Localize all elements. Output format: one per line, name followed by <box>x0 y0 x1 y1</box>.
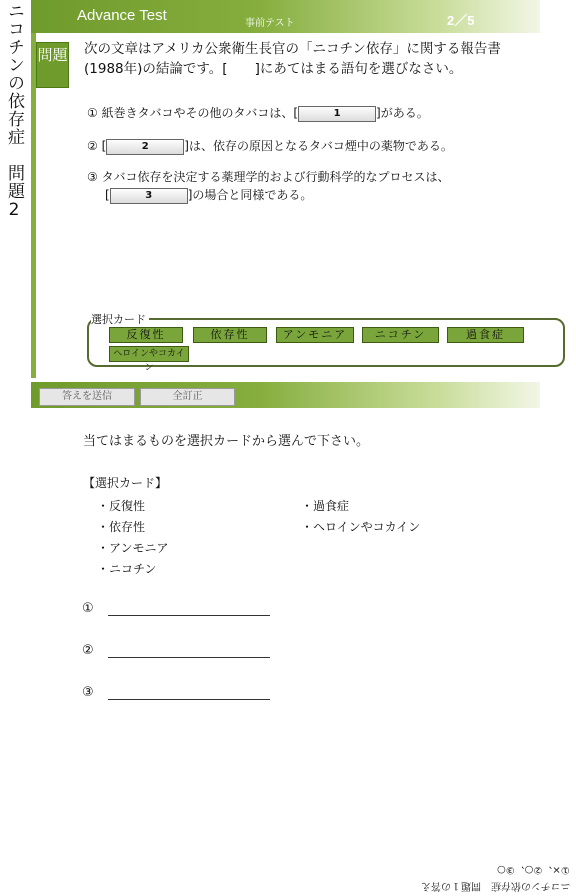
option-item: ・ニコチン <box>97 562 157 576</box>
answer-blank-3[interactable]: 3 <box>110 188 188 204</box>
correct-all-button[interactable]: 全訂正 <box>140 388 235 406</box>
answer-number-2: ② <box>82 643 94 658</box>
quiz-slide <box>31 0 540 410</box>
card-ammonia[interactable]: アンモニア <box>276 327 354 343</box>
card-repetitive[interactable]: 反復性 <box>109 327 183 343</box>
cards-label: 選択カード <box>91 311 149 327</box>
statement-1 <box>87 104 429 122</box>
footer-answer-marks: ①×、②○、③○ <box>497 864 570 875</box>
option-item: ・過食症 <box>301 499 350 513</box>
answer-line-2 <box>108 656 270 658</box>
statement-text: ]の場合と同様である。 <box>187 188 313 202</box>
statement-text: ]は、依存の原因となるタバコ煙中の薬物である。 <box>184 139 453 153</box>
statement-text: [ <box>105 188 110 202</box>
answer-number-3: ③ <box>82 685 94 700</box>
option-item: ・アンモニア <box>97 541 169 555</box>
answer-blank-1[interactable]: 1 <box>298 106 376 122</box>
test-subtitle: 事前テスト <box>245 18 295 29</box>
answer-number-1: ① <box>82 601 94 616</box>
statement-text: タバコ依存を決定する薬理学的および行動科学的なプロセスは、 <box>101 170 450 184</box>
side-title: ニコチンの依存症 問題2 <box>4 2 24 221</box>
option-item: ・依存性 <box>97 520 146 534</box>
option-item: ・反復性 <box>97 499 146 513</box>
answer-line-1 <box>108 614 270 616</box>
question-text: 次の文章はアメリカ公衆衛生長官の「ニコチン依存」に関する報告書(1988年)の結論です。[ ]にあてはまる語句を選びなさい。 <box>84 41 501 77</box>
footer-answer-title: ニコチンの依存症 問題１の答え <box>420 880 570 891</box>
card-dependence[interactable]: 依存性 <box>193 327 267 343</box>
answer-line-3 <box>108 698 270 700</box>
statement-number: ② <box>87 139 98 153</box>
statement-3 <box>87 168 449 204</box>
question-badge: 問題 <box>36 42 69 88</box>
card-heroin-cocaine[interactable]: ヘロインやコカイン <box>109 346 189 362</box>
statement-2 <box>87 137 453 155</box>
app-title: Advance Test <box>77 7 167 24</box>
card-bulimia[interactable]: 過食症 <box>447 327 524 343</box>
instruction-text: 当てはまるものを選択カードから選んで下さい。 <box>83 434 370 449</box>
statement-number: ③ <box>87 170 98 184</box>
top-bar <box>31 0 540 33</box>
card-nicotine[interactable]: ニコチン <box>362 327 439 343</box>
option-item: ・ヘロインやコカイン <box>301 520 421 534</box>
answer-blank-2[interactable]: 2 <box>106 139 184 155</box>
statement-text: 紙巻きタバコやその他のタバコは、[ <box>101 106 299 120</box>
page-counter: 2／5 <box>447 13 475 28</box>
cards-heading: 【選択カード】 <box>83 476 168 490</box>
statement-text: ]がある。 <box>376 106 429 120</box>
statement-number: ① <box>87 106 98 120</box>
statement-text: [ <box>101 139 107 153</box>
submit-answer-button[interactable]: 答えを送信 <box>39 388 135 406</box>
